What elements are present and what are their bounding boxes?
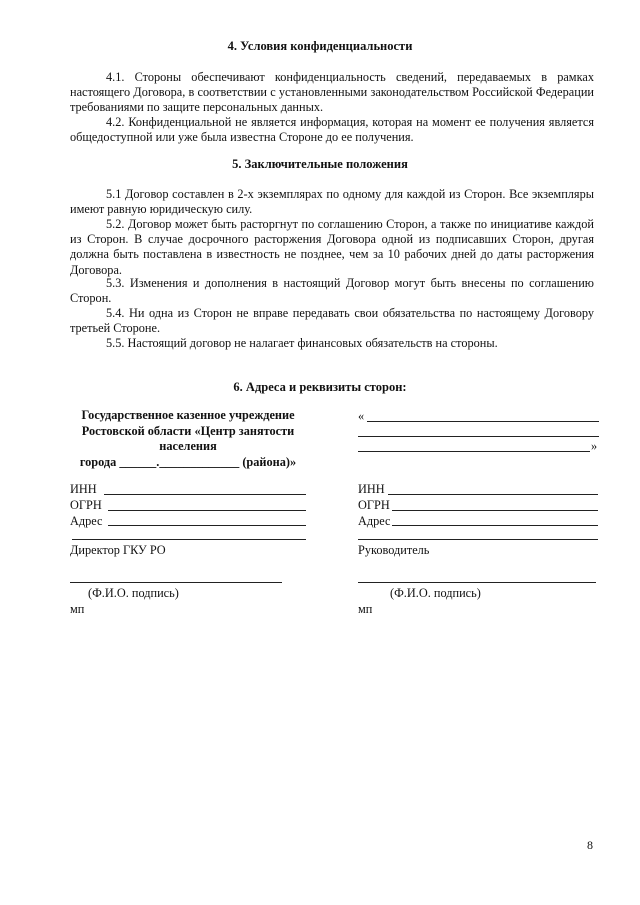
right-ogrn-label: ОГРН — [358, 498, 390, 512]
left-address-label: Адрес — [70, 514, 103, 528]
clause-4-1: 4.1. Стороны обеспечивают конфиденциальность сведений, передаваемых в рамках настоящего Договора, в соответствии с установленными законодательством Российской Федерации требованиями по защите персональных данных. — [70, 70, 594, 115]
left-signature-caption: (Ф.И.О. подпись) — [88, 586, 179, 600]
right-address-field-2[interactable] — [358, 539, 598, 540]
clause-4-2: 4.2. Конфиденциальной не является информация, которая на момент ее получения является общедоступной или уже была известна Стороне до ее получения. — [70, 115, 594, 145]
left-address-field-2[interactable] — [72, 539, 306, 540]
right-signature-caption: (Ф.И.О. подпись) — [390, 586, 481, 600]
right-stamp: мп — [358, 602, 373, 616]
right-org-field-2[interactable] — [358, 436, 599, 437]
clause-5-3: 5.3. Изменения и дополнения в настоящий Договор могут быть внесены по соглашению Сторон. — [70, 276, 594, 306]
clause-5-5: 5.5. Настоящий договор не налагает финансовых обязательств на стороны. — [106, 336, 498, 350]
left-position: Директор ГКУ РО — [70, 543, 166, 557]
right-inn-field[interactable] — [388, 494, 598, 495]
clause-5-4: 5.4. Ни одна из Сторон не вправе передавать свои обязательства по настоящему Договору третьей Стороне. — [70, 306, 594, 336]
org-line-4: города ______._____________ (района)» — [79, 454, 297, 469]
left-party-org — [70, 408, 306, 470]
right-close-quote: » — [591, 439, 598, 453]
right-org-field-3[interactable] — [358, 451, 590, 452]
org-line-1: Государственное казенное учреждение — [81, 408, 295, 422]
right-address-field[interactable] — [392, 525, 598, 526]
page-number: 8 — [587, 838, 593, 852]
section-6-heading: 6. Адреса и реквизиты сторон: — [233, 380, 407, 394]
left-ogrn-label: ОГРН — [70, 498, 102, 512]
left-address-field[interactable] — [108, 525, 306, 526]
org-line-2: Ростовской области «Центр занятости — [81, 423, 295, 438]
right-signature-line[interactable] — [358, 582, 596, 583]
right-address-label: Адрес — [358, 514, 391, 528]
clause-5-1: 5.1 Договор составлен в 2-х экземплярах по одному для каждой из Сторон. Все экземпляры имеют равную юридическую силу. — [70, 187, 594, 217]
left-ogrn-field[interactable] — [108, 510, 306, 511]
left-stamp: мп — [70, 602, 85, 616]
section-5-heading: 5. Заключительные положения — [232, 157, 408, 171]
right-org-field-1[interactable] — [367, 421, 599, 422]
right-position: Руководитель — [358, 543, 430, 557]
left-inn-label: ИНН — [70, 482, 97, 496]
section-4-heading: 4. Условия конфиденциальности — [227, 39, 413, 53]
right-open-quote: « — [358, 409, 365, 423]
org-line-3: населения — [159, 439, 217, 453]
left-signature-line[interactable] — [70, 582, 282, 583]
right-inn-label: ИНН — [358, 482, 385, 496]
right-ogrn-field[interactable] — [392, 510, 598, 511]
clause-5-2: 5.2. Договор может быть расторгнут по соглашению Сторон, а также по инициативе каждой из Сторон. В случае досрочного расторжения Договора одной из подписавших Сторон, другая должна быть поставлена в известность не позднее, чем за 10 рабочих дней до даты расторжения Договора. — [70, 217, 594, 277]
left-inn-field[interactable] — [104, 494, 306, 495]
